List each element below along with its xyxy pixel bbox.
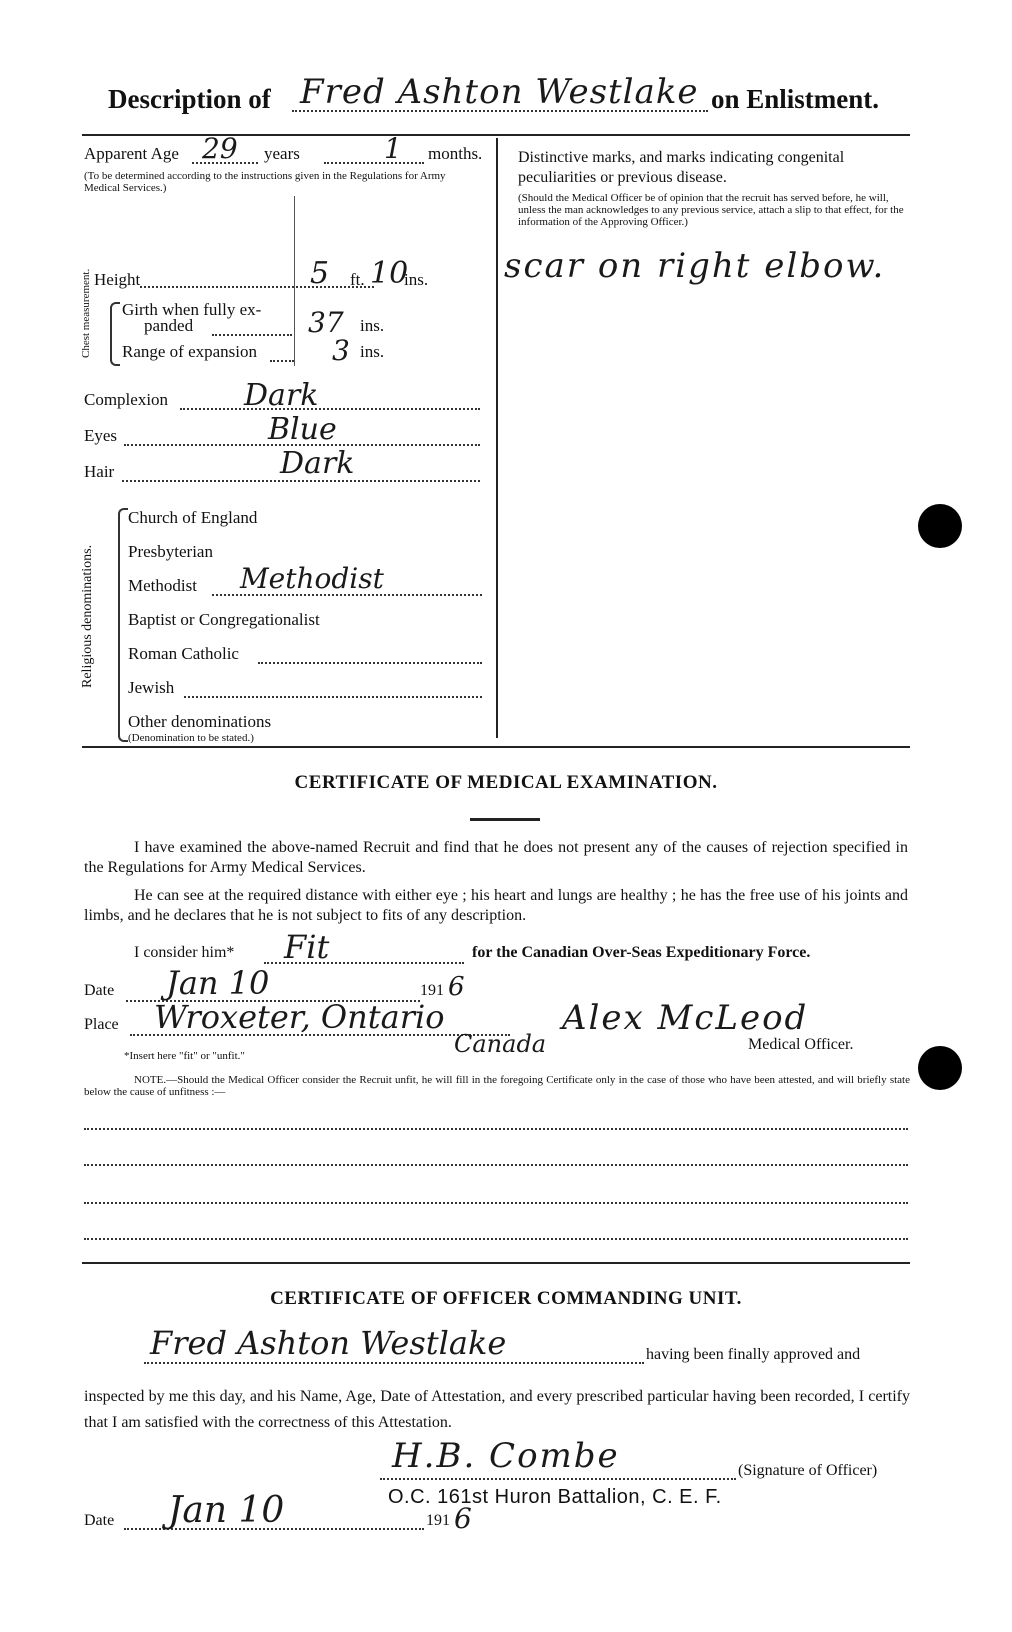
apparent-age-label: Apparent Age: [84, 144, 179, 163]
commanding-date-label: Date: [84, 1512, 115, 1529]
ft-label: ft.: [350, 270, 365, 289]
header-suffix: on Enlistment.: [711, 84, 880, 114]
insert-note: *Insert here "fit" or "unfit.": [124, 1050, 245, 1062]
commanding-name-leader: [144, 1362, 644, 1364]
hair-row: [84, 446, 484, 488]
religion-item-baptist: [128, 610, 488, 634]
hair-label: Hair: [84, 462, 115, 481]
header-name-underline: [292, 110, 708, 112]
section-rule-1: [82, 746, 910, 748]
religion-item-church-of-england: [128, 508, 488, 532]
marks-value: scar on right elbow.: [504, 246, 886, 286]
medical-para-1: I have examined the above-named Recruit and find that he does not present any of the causes of rejection specified in the Regulations for Army Medical Services.: [84, 839, 908, 876]
complexion-value: Dark: [244, 378, 319, 413]
complexion-label: Complexion: [84, 390, 169, 409]
religion-label: Methodist: [128, 576, 197, 595]
header-prefix: Description of: [108, 84, 271, 114]
battalion-stamp: O.C. 161st Huron Battalion, C. E. F.: [388, 1486, 722, 1508]
medical-officer-signature: Alex McLeod: [562, 998, 809, 1038]
height-leader: [140, 286, 374, 288]
religion-label: Roman Catholic: [128, 644, 239, 663]
medical-year-prefix: 191: [420, 982, 444, 999]
medical-place-value-2: Canada: [454, 1030, 547, 1058]
unfitness-line-2: [84, 1164, 908, 1166]
apparent-age-row: [84, 132, 484, 170]
unfitness-line-1: [84, 1128, 908, 1130]
medical-date-value: Jan 10: [166, 964, 270, 1002]
commanding-date-row: [84, 1490, 504, 1538]
religion-bracket: [118, 508, 128, 742]
months-underline: [324, 162, 424, 164]
girth-ins-label: ins.: [360, 316, 385, 335]
religion-item-methodist: [128, 562, 488, 600]
section-rule-2: [82, 1262, 910, 1264]
commanding-line1-suffix: having been finally approved and: [646, 1346, 861, 1363]
chest-bracket: [110, 302, 120, 366]
medical-date-label: Date: [84, 982, 115, 999]
years-label: years: [264, 144, 300, 163]
religion-label: Church of England: [128, 508, 258, 527]
denomination-note: (Denomination to be stated.): [128, 732, 254, 744]
commanding-date-value: Jan 10: [168, 1490, 285, 1531]
girth-label-2: panded: [144, 316, 194, 335]
commanding-title: CERTIFICATE OF OFFICER COMMANDING UNIT.: [270, 1288, 742, 1309]
years-value: 29: [202, 132, 238, 165]
consider-leader: [264, 962, 464, 964]
medical-title: CERTIFICATE OF MEDICAL EXAMINATION.: [294, 772, 718, 793]
range-ins-label: ins.: [360, 342, 385, 361]
commanding-year-prefix: 191: [426, 1512, 450, 1529]
months-value: 1: [384, 132, 402, 165]
height-in-value: 10: [370, 256, 409, 291]
height-ins-label: ins.: [404, 270, 429, 289]
religious-denominations-label: Religious denominations.: [80, 544, 95, 688]
religion-item-jewish: [128, 678, 488, 702]
chest-value-divider: [294, 196, 295, 366]
medical-note: NOTE.—Should the Medical Officer consider the Recruit unfit, he will fill in the foregoing Certificate only in the case of those who have been attested, and will briefly state below the cause of unfitness :—: [84, 1074, 910, 1098]
punch-hole-bottom: [918, 1046, 962, 1090]
months-label: months.: [428, 144, 483, 163]
height-ft-value: 5: [310, 256, 330, 291]
complexion-leader: [180, 408, 480, 410]
methodist-leader: [212, 594, 482, 596]
medical-place-label: Place: [84, 1016, 119, 1033]
signature-of-officer-label: (Signature of Officer): [738, 1462, 878, 1479]
punch-hole-top: [918, 504, 962, 548]
religion-value-methodist: Methodist: [240, 562, 384, 595]
religion-label: Baptist or Congregationalist: [128, 610, 320, 629]
range-row: [122, 334, 422, 367]
catholic-leader: [258, 662, 482, 664]
consider-suffix: for the Canadian Over-Seas Expeditionary Force.: [472, 944, 811, 961]
signature-leader: [380, 1478, 736, 1480]
religion-label: Presbyterian: [128, 542, 213, 561]
range-label: Range of expansion: [122, 342, 258, 361]
years-underline: [192, 162, 258, 164]
commanding-officer-signature: H.B. Combe: [392, 1436, 620, 1476]
religion-item-roman-catholic: [128, 644, 488, 668]
medical-year-value: 6: [448, 972, 465, 1002]
medical-officer-title: Medical Officer.: [748, 1036, 854, 1053]
religion-label: Other denominations: [128, 712, 272, 731]
medical-title-mark: [470, 818, 540, 821]
girth-label-1: Girth when fully ex-: [122, 300, 262, 319]
range-leader: [270, 360, 294, 362]
girth-leader: [212, 334, 292, 336]
medical-para-2: He can see at the required distance with either eye ; his heart and lungs are healthy ; he has the free use of his joints and limbs, and he declares that he is not subject to fits of any description.: [84, 887, 908, 924]
unfitness-line-4: [84, 1238, 908, 1240]
form-header: [108, 72, 908, 118]
hair-value: Dark: [280, 446, 355, 481]
marks-heading: Distinctive marks, and marks indicating congenital peculiarities or previous disease.: [518, 149, 845, 186]
consider-value: Fit: [284, 928, 330, 966]
girth-value: 37: [308, 306, 344, 339]
commanding-name-row: [84, 1324, 914, 1370]
marks-note: (Should the Medical Officer be of opinion that the recruit has served before, he will, unless the man acknowledges to any previous service, attach a slip to that effect, for the information of the Approving Officer.): [518, 192, 904, 228]
range-value: 3: [332, 334, 350, 367]
eyes-label: Eyes: [84, 426, 118, 445]
religion-label: Jewish: [128, 678, 175, 697]
header-name: Fred Ashton Westlake: [300, 72, 699, 112]
age-note: (To be determined according to the instructions given in the Regulations for Army Medical Services.): [84, 170, 446, 194]
commanding-para: inspected by me this day, and his Name, Age, Date of Attestation, and every prescribed particular having been recorded, I certify that I am satisfied with the correctness of this Attestation.: [84, 1388, 910, 1431]
eyes-value: Blue: [268, 412, 337, 447]
commanding-recruit-name: Fred Ashton Westlake: [150, 1324, 507, 1362]
column-divider: [496, 138, 498, 738]
medical-place-value: Wroxeter, Ontario: [154, 998, 445, 1036]
unfitness-line-3: [84, 1202, 908, 1204]
chest-measurement-label: Chest measurement.: [80, 268, 92, 358]
commanding-year-value: 6: [454, 1502, 472, 1535]
height-label: Height: [94, 270, 141, 289]
consider-label: I consider him*: [134, 944, 235, 961]
jewish-leader: [184, 696, 482, 698]
